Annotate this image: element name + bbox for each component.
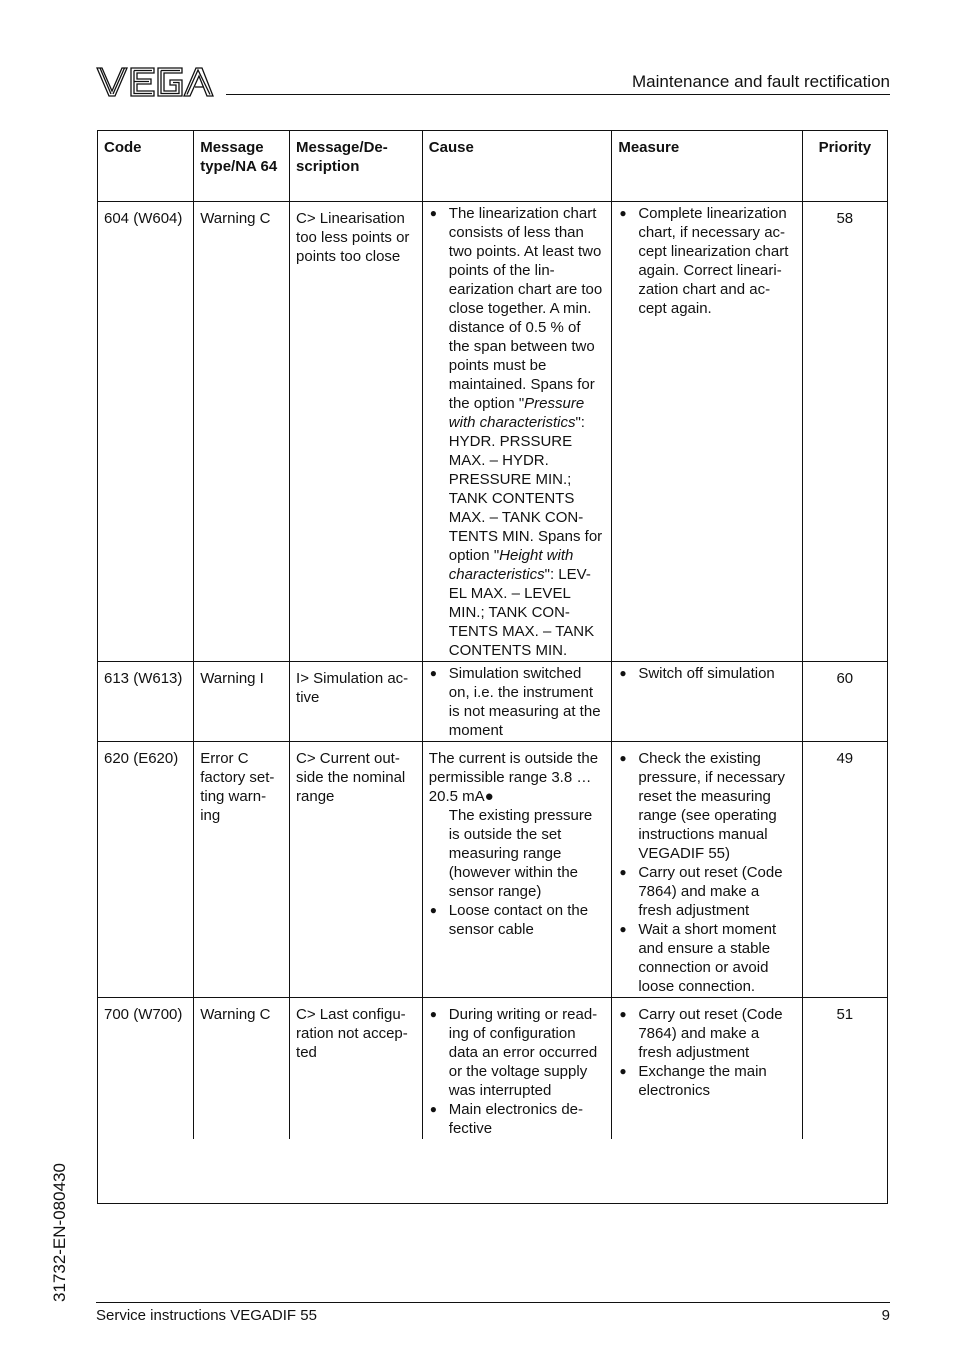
measure-item: ● Check the existing pressure, if necessary reset the measuring range (see operating instructions manual VEGADIF 55) [618,749,795,863]
cause-item: ● Simulation switched on, i.e. the instrument is not measuring at the moment [429,664,606,740]
column-header-measure: Measure [612,131,802,202]
measure-item: ● Exchange the main electronics [618,1062,795,1100]
footer-document-title: Service instructions VEGADIF 55 [96,1307,317,1324]
column-header-priority: Priority [802,131,887,202]
cause-item: ● The linearization chart consists of less than two points. At least two points of the lin-earization chart are too close together. A min. distance of 0.5 % of the span between two points must be maintained. Spans for the option "Pressure with characteristics": HYDR. PRSSURE MAX. – HYDR. PRESSURE MIN.; TANK CONTENTS MAX. – TANK CON-TENTS MIN. Spans for option "Height with characteristics": LEV-EL MAX. – LEVEL MIN.; TANK CON-TENTS MAX. – TANK CONTENTS MIN. [429,204,606,660]
message-type-cell: Warning I [194,662,290,742]
description-cell: C> Linearisation too less points or points too close [290,202,423,662]
cause-item: ● Main electronics de-fective [429,1100,606,1138]
measure-item: ● Carry out reset (Code 7864) and make a fresh adjustment [618,863,795,920]
column-header-message-type: Message type/NA 64 [194,131,290,202]
message-type-cell: Error C factory set-ting warn-ing [194,742,290,998]
document-code: 31732-EN-080430 [50,1163,69,1302]
column-header-description: Message/De-scription [290,131,423,202]
cause-intro: The current is outside the permissible range 3.8 … 20.5 mA● [428,750,599,805]
description-cell: C> Last configu-ration not accep-ted [290,998,423,1140]
table-header-row [98,131,887,202]
code-cell: 700 (W700) [104,1006,183,1023]
fault-table [98,131,887,1139]
description-cell: I> Simulation ac-tive [290,662,423,742]
cause-item: ● During writing or read-ing of configuration data an error occurred or the voltage supply was interrupted [429,1005,606,1100]
section-title: Maintenance and fault rectification [632,72,890,91]
priority-cell: 58 [802,202,887,662]
footer-rule [96,1302,890,1303]
page-number: 9 [881,1307,890,1324]
priority-cell: 51 [802,998,887,1140]
header-rule [226,94,890,95]
table-row [98,998,887,1140]
cause-indented-text: The existing pressure is outside the set measuring range (however within the sensor range) [448,807,593,900]
measure-item: ● Carry out reset (Code 7864) and make a fresh adjustment [618,1005,795,1062]
measure-cell [612,998,802,1140]
table-row [98,742,887,998]
fault-table-frame [97,130,888,1204]
priority-cell: 49 [802,742,887,998]
message-type-cell: Warning C [194,998,290,1140]
measure-cell [612,202,802,662]
code-cell: 613 (W613) [104,670,183,687]
message-type-cell: Warning C [194,202,290,662]
measure-item: ● Switch off simulation [618,664,795,683]
description-cell: C> Current out-side the nominal range [290,742,423,998]
cause-cell [422,662,612,742]
code-cell: 620 (E620) [104,750,179,767]
priority-cell: 60 [802,662,887,742]
measure-item: ● Complete linearization chart, if necessary ac-cept linearization chart again. Correct lineari-zation chart and ac-cept again. [618,204,795,318]
code-cell: 604 (W604) [104,210,183,227]
cause-cell [422,202,612,662]
column-header-cause: Cause [422,131,612,202]
column-header-code: Code [98,131,194,202]
cause-cell [422,998,612,1140]
table-row [98,202,887,662]
cause-cell [422,742,612,998]
measure-cell [612,742,802,998]
table-row [98,662,887,742]
measure-cell [612,662,802,742]
cause-item: ● Loose contact on the sensor cable [429,901,606,939]
vega-logo [96,65,214,99]
measure-item: ● Wait a short moment and ensure a stable connection or avoid loose connection. [618,920,795,996]
